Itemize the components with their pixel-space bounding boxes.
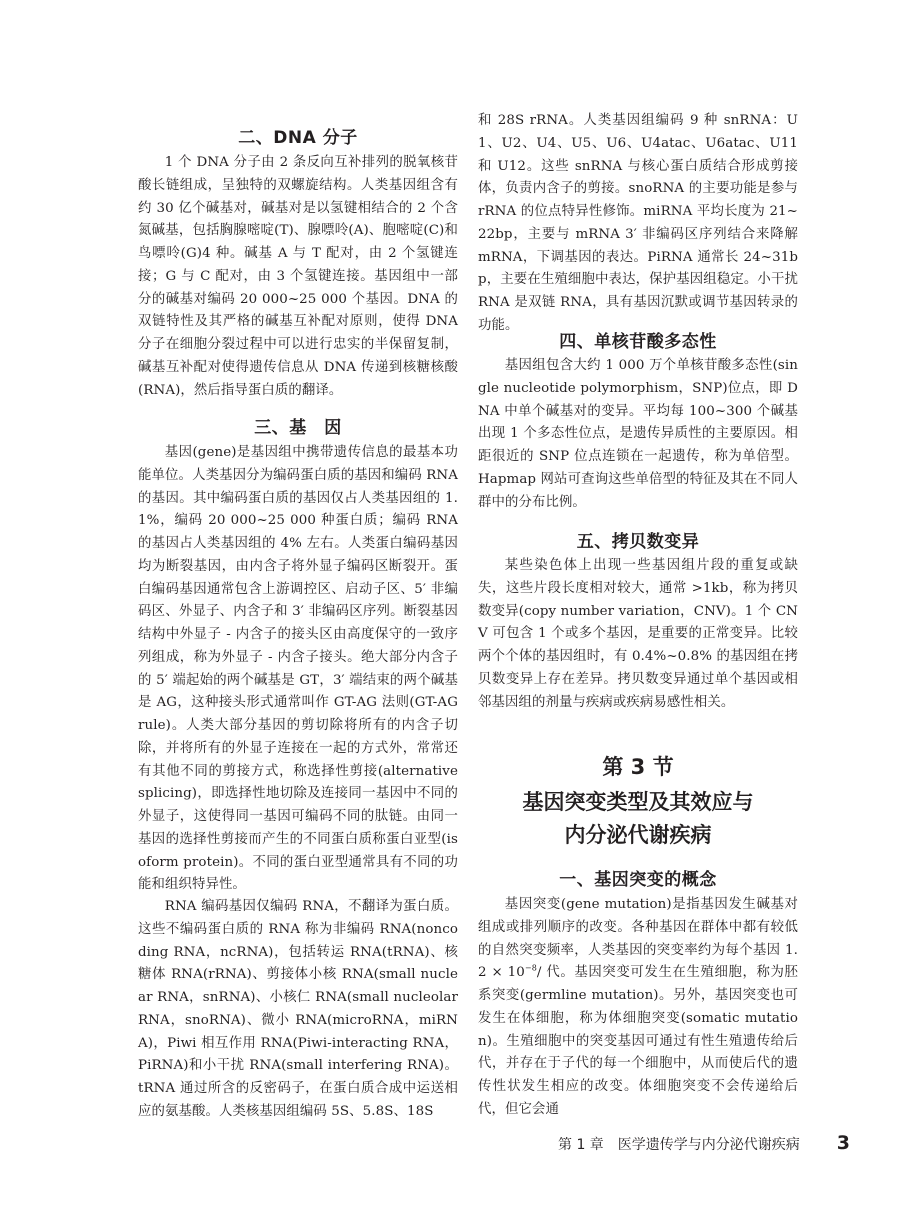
subsection-heading-mutation-concept: 一、基因突变的概念 [559,870,717,890]
paragraph-snp: 基因组包含大约 1 000 万个单核苷酸多态性(single nucleotide polymorphism，SNP)位点，即 DNA 中单个碱基对的变异。平均每 100~300 个碱基出现 1 个多态性位点，是遗传异质性的主要原因。相距很近的 SNP 位点连锁在一起遗传，称为单倍型。Hapmap 网站可查询这些单倍型的特征及其在不同人群中的分布比例。 [478,358,798,510]
section-heading-dna: 二、DNA 分子 [238,128,358,148]
mutation-text-part-1: 基因突变(gene mutation)是指基因发生碱基对组成或排列顺序的改变。各种基因在群体中都有较低的自然突变频率，人类基因的突变率约为每个基因 1.2 × 10 [478,897,798,981]
section-title-block [478,752,798,852]
page-number: 3 [836,1132,850,1154]
section-heading-snp: 四、单核苷酸多态性 [559,332,717,352]
mutation-rate-exponent: −8 [524,963,537,973]
paragraph-gene-1: 基因(gene)是基因组中携带遗传信息的最基本功能单位。人类基因分为编码蛋白质的基因和编码 RNA 的基因。其中编码蛋白质的基因仅占人类基因组的 1.1%，编码 20 000~25 000 种蛋白质；编码 RNA 的基因占人类基因组的 4% 左右。人类蛋白编码基因均为断裂基因，由内含子将外显子编码区断裂开。蛋白编码基因通常包含上游调控区、启动子区、5′ 非编码区、外显子、内含子和 3′ 非编码区序列。断裂基因结构中外显子 - 内含子的接头区由高度保守的一致序列组成，称为外显子 - 内含子接头。绝大部分内含子的 5′ 端起始的两个碱基是 GT，3′ 端结束的两个碱基是 AG，这种接头形式通常叫作 GT-AG 法则(GT-AG rule)。人类大部分基因的剪切除将所有的内含子切除，并将所有的外显子连接在一起的方式外，常常还有其他不同的剪接方式，称选择性剪接(alternative splicing)，即选择性地切除及连接同一基因中不同的外显子，这使得同一基因可编码不同的肽链。由同一基因的选择性剪接而产生的不同蛋白质称蛋白亚型(isoform protein)。不同的蛋白亚型通常具有不同的功能和组织特异性。 [138,445,458,893]
paragraph-rna-continued: 和 28S rRNA。人类基因组编码 9 种 snRNA：U1、U2、U4、U5、U6、U4atac、U6atac、U11 和 U12。这些 snRNA 与核心蛋白质结合形成剪接体，负责内含子的剪接。snoRNA 的主要功能是参与 rRNA 的位点特异性修饰。miRNA 平均长度为 21~22bp，主要与 mRNA 3′ 非编码区序列结合来降解 mRNA，下调基因的表达。PiRNA 通常长 24~31bp，主要在生殖细胞中表达，保护基因组稳定。小干扰 RNA 是双链 RNA，具有基因沉默或调节基因转录的功能。 [478,113,798,333]
section-heading-gene: 三、基 因 [254,418,342,438]
section-heading-cnv: 五、拷贝数变异 [576,532,700,552]
mutation-text-part-2: / 代。基因突变可发生在生殖细胞，称为胚系突变(germline mutation)。另外，基因突变也可发生在体细胞，称为体细胞突变(somatic mutation)。生殖细胞中的突变基因可通过有性生殖遗传给后代，并存在于子代的每一个细胞中，从而使后代的遗传性状发生相应的改变。体细胞突变不会传递给后代，但它会通 [478,965,798,1117]
paragraph-dna: 1 个 DNA 分子由 2 条反向互补排列的脱氧核苷酸长链组成，呈独特的双螺旋结构。人类基因组含有约 30 亿个碱基对，碱基对是以氢键相结合的 2 个含氮碱基，包括胸腺嘧啶(T)、腺嘌呤(A)、胞嘧啶(C)和鸟嘌呤(G)4 种。碱基 A 与 T 配对，由 2 个氢键连接；G 与 C 配对，由 3 个氢键连接。基因组中一部分的碱基对编码 20 000~25 000 个基因。DNA 的双链特性及其严格的碱基互补配对原则，使得 DNA 分子在细胞分裂过程中可以进行忠实的半保留复制，碱基互补配对使得遗传信息从 DNA 传递到核糖核酸(RNA)，然后指导蛋白质的翻译。 [138,155,458,398]
section-number: 第 3 节 [602,755,674,779]
paragraph-gene-2: RNA 编码基因仅编码 RNA，不翻译为蛋白质。这些不编码蛋白质的 RNA 称为非编码 RNA(noncoding RNA，ncRNA)，包括转运 RNA(tRNA)、核糖体 RNA(rRNA)、剪接体小核 RNA(small nuclear RNA，snRNA)、小核仁 RNA(small nucleolar RNA，snoRNA)、微小 RNA(microRNA，miRNA)，Piwi 相互作用 RNA(Piwi-interacting RNA，PiRNA)和小干扰 RNA(small interfering RNA)。tRNA 通过所含的反密码子，在蛋白质合成中运送相应的氨基酸。人类核基因组编码 5S、5.8S、18S [138,899,458,1119]
section-title-line-1: 基因突变类型及其效应与 [522,790,754,814]
page-footer [558,1133,850,1157]
paragraph-mutation-concept [478,894,798,1122]
footer-chapter-title: 第 1 章 医学遗传学与内分泌代谢疾病 [558,1137,800,1153]
section-title-line-2: 内分泌代谢疾病 [564,823,712,847]
paragraph-cnv: 某些染色体上出现一些基因组片段的重复或缺失，这些片段长度相对较大，通常 >1kb，称为拷贝数变异(copy number variation，CNV)。1 个 CNV 可包含 1 个或多个基因，是重要的正常变异。比较两个个体的基因组时，有 0.4%~0.8% 的基因组在拷贝数变异上存在差异。拷贝数变异通过单个基因或相邻基因组的剂量与疾病或疾病易感性相关。 [478,558,798,710]
